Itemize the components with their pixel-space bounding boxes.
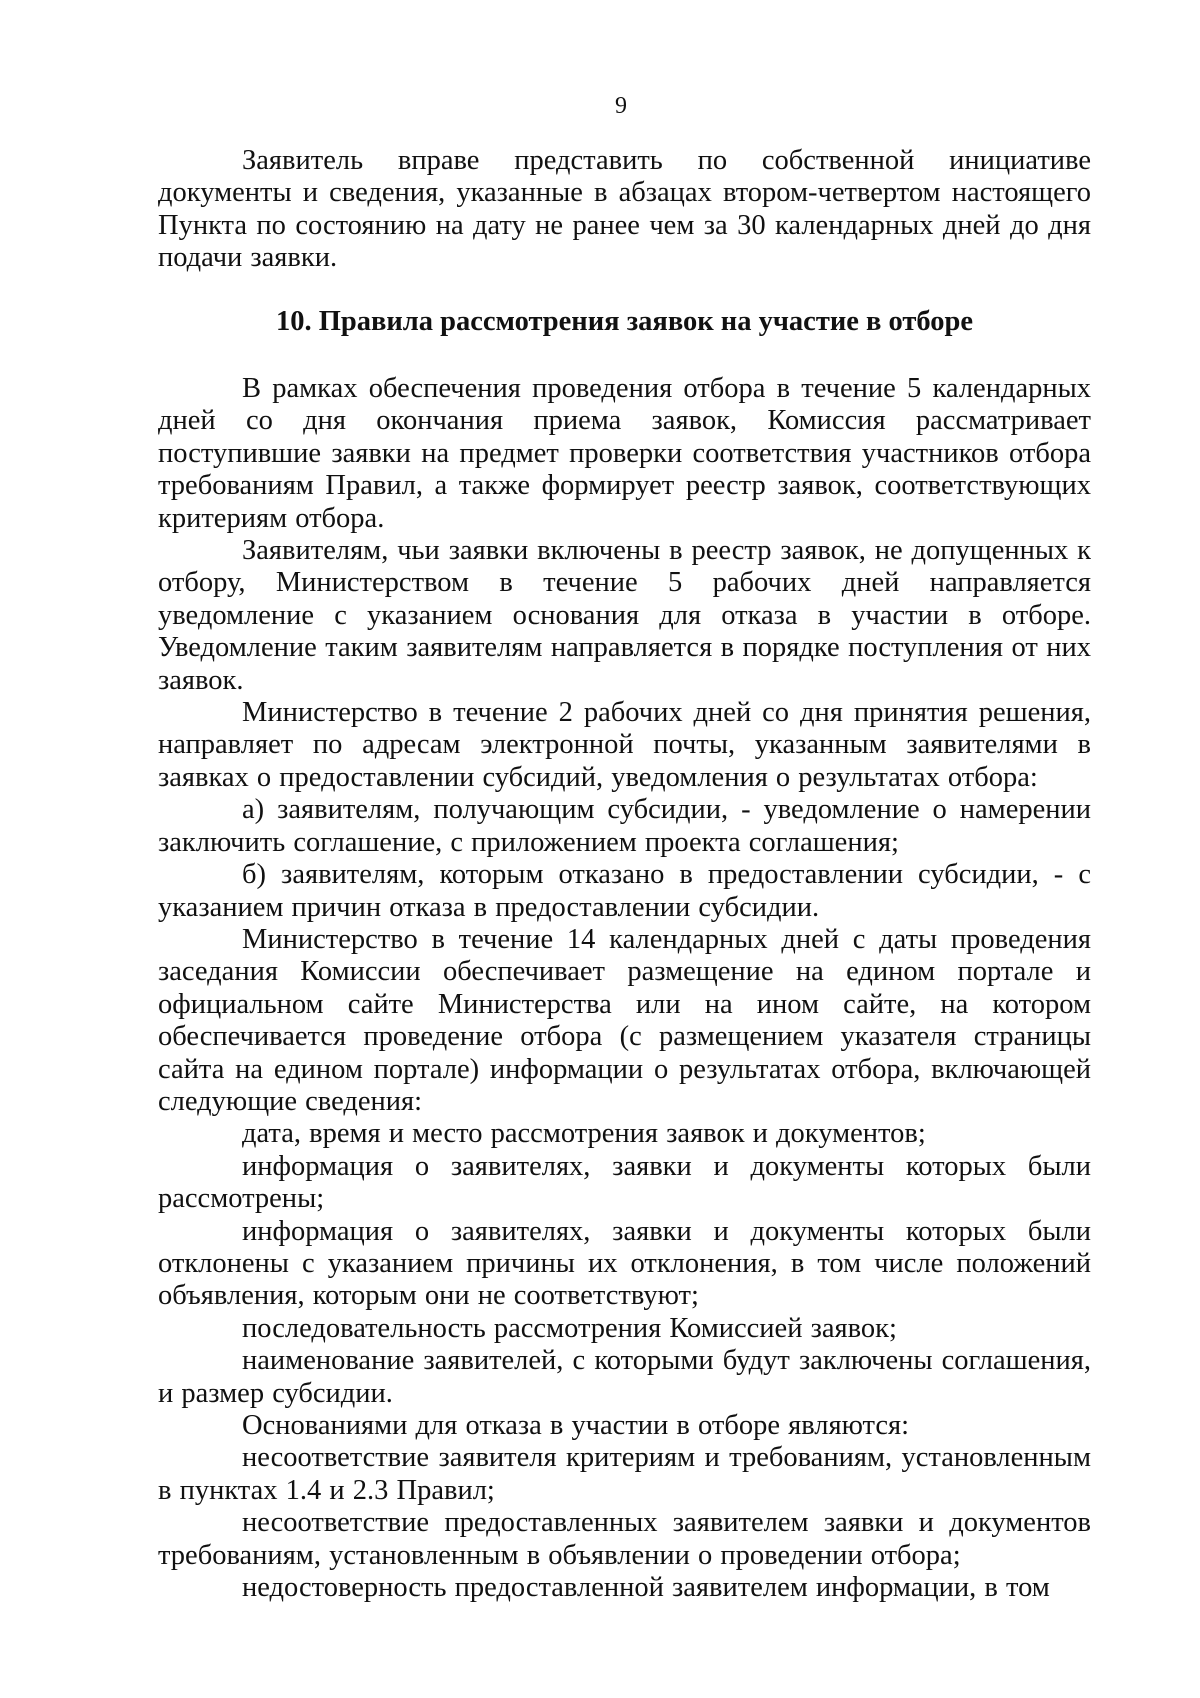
intro-text-block (158, 145, 1091, 275)
section-text-block (158, 373, 1091, 1604)
list-item-document-mismatch: несоответствие предоставленных заявителем заявки и документов требованиям, установленным в объявлении о проведении отбора; (158, 1507, 1091, 1571)
list-item-agreement-applicants: наименование заявителей, с которыми будут заключены соглашения, и размер субсидии. (158, 1345, 1091, 1409)
paragraph-refusal-grounds: Основаниями для отказа в участии в отборе являются: (242, 1410, 910, 1441)
section-title: 10. Правила рассмотрения заявок на участие в отборе (275, 306, 974, 337)
paragraph-review-period: В рамках обеспечения проведения отбора в течение 5 календарных дней со дня окончания приема заявок, Комиссия рассматривает поступившие заявки на предмет проверки соответствия участников отбора требованиям Правил, а также формирует реестр заявок, соответствующих критериям отбора. (158, 373, 1091, 534)
page-number: 9 (615, 93, 627, 119)
list-item-b: б) заявителям, которым отказано в предоставлении субсидии, - с указанием причин отказа в предоставлении субсидии. (158, 859, 1091, 923)
paragraph-rejected-applicants: Заявителям, чьи заявки включены в реестр заявок, не допущенных к отбору, Министерством в течение 5 рабочих дней направляется уведомление с указанием основания для отказа в участии в отборе. Уведомление таким заявителям направляется в порядке поступления от них заявок. (158, 535, 1091, 696)
intro-paragraph: Заявитель вправе представить по собственной инициативе документы и сведения, указанные в абзацах втором-четвертом настоящего Пункта по состоянию на дату не ранее чем за 30 календарных дней до дня подачи заявки. (158, 145, 1091, 274)
list-item-review-sequence: последовательность рассмотрения Комиссией заявок; (242, 1312, 897, 1344)
list-item-rejected-applicants: информация о заявителях, заявки и документы которых были отклонены с указанием причины их отклонения, в том числе положений объявления, которым они не соответствуют; (158, 1215, 1091, 1312)
list-item-reviewed-applicants: информация о заявителях, заявки и документы которых были рассмотрены; (158, 1150, 1091, 1215)
list-item-unreliable-information: недостоверность предоставленной заявителем информации, в том (242, 1572, 1050, 1604)
list-item-a: а) заявителям, получающим субсидии, - уведомление о намерении заключить соглашение, с приложением проекта соглашения; (158, 794, 1091, 858)
list-item-date-time-place: дата, время и место рассмотрения заявок и документов; (242, 1118, 926, 1150)
list-item-criteria-mismatch: несоответствие заявителя критериям и требованиям, установленным в пунктах 1.4 и 2.3 Правил; (158, 1442, 1091, 1506)
paragraph-publication: Министерство в течение 14 календарных дней с даты проведения заседания Комиссии обеспечивает размещение на едином портале и официальном сайте Министерства или на ином сайте, на котором обеспечивается проведение отбора (с размещением указателя страницы сайта на едином портале) информации о результатах отбора, включающей следующие сведения: (158, 923, 1091, 1117)
paragraph-email-notification: Министерство в течение 2 рабочих дней со дня принятия решения, направляет по адресам электронной почты, указанным заявителями в заявках о предоставлении субсидий, уведомления о результатах отбора: (158, 697, 1091, 793)
